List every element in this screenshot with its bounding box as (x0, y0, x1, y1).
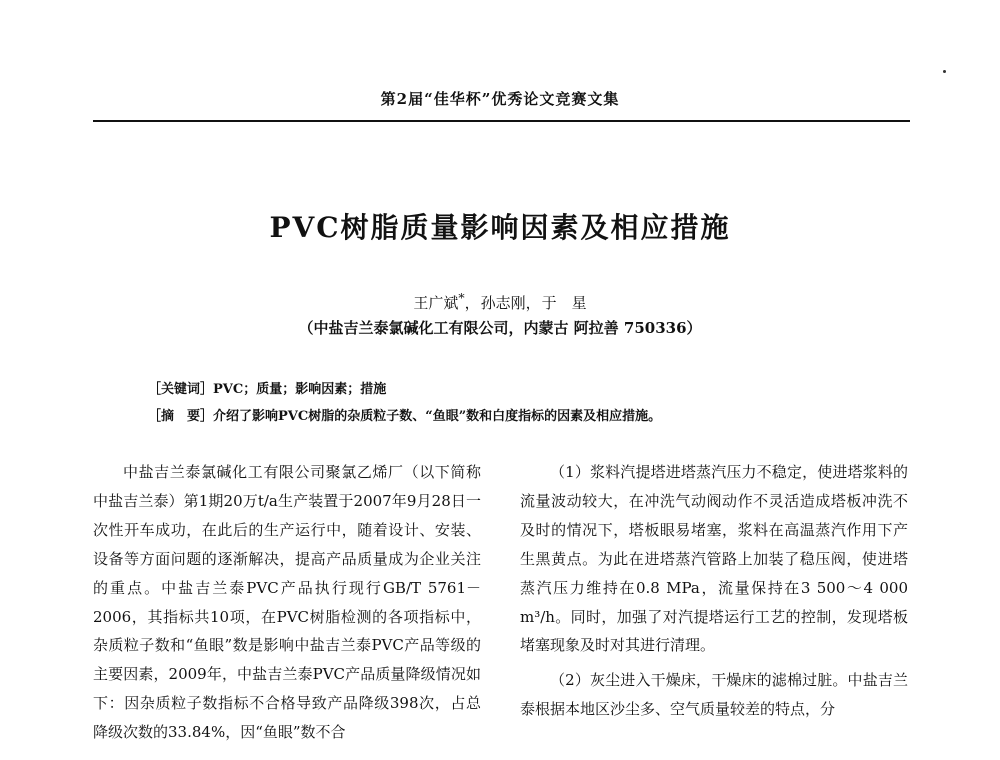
body-paragraph: （2）灰尘进入干燥床，干燥床的滤棉过脏。中盐吉兰泰根据本地区沙尘多、空气质量较差的特点，分 (520, 671, 908, 719)
body-column-left (93, 458, 481, 760)
body-paragraph: 中盐吉兰泰氯碱化工有限公司聚氯乙烯厂（以下简称中盐吉兰泰）第1期20万t/a生产装置于2007年9月28日一次性开车成功，在此后的生产运行中，随着设计、安装、设备等方面问题的逐渐解决，提高产品质量成为企业关注的重点。中盐吉兰泰PVC产品执行现行GB/T 5761－2006，其指标共10项，在PVC树脂检测的各项指标中，杂质粒子数和“鱼眼”数是影响中盐吉兰泰PVC产品等级的主要因素，2009年，中盐吉兰泰PVC产品质量降级情况如下：因杂质粒子数指标不合格导致产品降级398次，占总降级次数的33.84%，因“鱼眼”数不合 (93, 463, 481, 742)
header-rule (93, 120, 910, 122)
keywords-text: PVC；质量；影响因素；措施 (213, 382, 387, 397)
corresponding-author-mark: * (458, 290, 465, 305)
abstract-line (148, 405, 661, 424)
abstract-label: ［摘 要］ (148, 409, 214, 424)
author-name: 王广斌 (413, 294, 459, 312)
body-column-right (520, 458, 908, 760)
author-separator: ， (525, 294, 542, 312)
keywords-line (148, 378, 386, 397)
keywords-label: ［关键词］ (148, 382, 214, 397)
author-name: 孙志刚 (480, 294, 526, 312)
author-name: 于 星 (541, 294, 587, 312)
body-paragraph: （1）浆料汽提塔进塔蒸汽压力不稳定，使进塔浆料的流量波动较大，在冲洗气动阀动作不灵活造成塔板冲洗不及时的情况下，塔板眼易堵塞，浆料在高温蒸汽作用下产生黑黄点。为此在进塔蒸汽管路上加装了稳压阀，使进塔蒸汽压力维持在0.8 MPa，流量保持在3 500～4 000 m³/h。同时，加强了对汽提塔运行工艺的控制，发现塔板堵塞现象及时对其进行清理。 (520, 463, 908, 655)
scan-speck (943, 70, 946, 73)
abstract-text: 介绍了影响PVC树脂的杂质粒子数、“鱼眼”数和白度指标的因素及相应措施。 (213, 409, 662, 424)
running-header: 第2届“佳华杯”优秀论文竞赛文集 (380, 90, 620, 108)
author-affiliation: （中盐吉兰泰氯碱化工有限公司，内蒙古 阿拉善 750336） (298, 319, 702, 337)
author-list (0, 290, 1000, 313)
author-separator: ， (464, 294, 481, 312)
article-title: PVC树脂质量影响因素及相应措施 (269, 211, 731, 244)
